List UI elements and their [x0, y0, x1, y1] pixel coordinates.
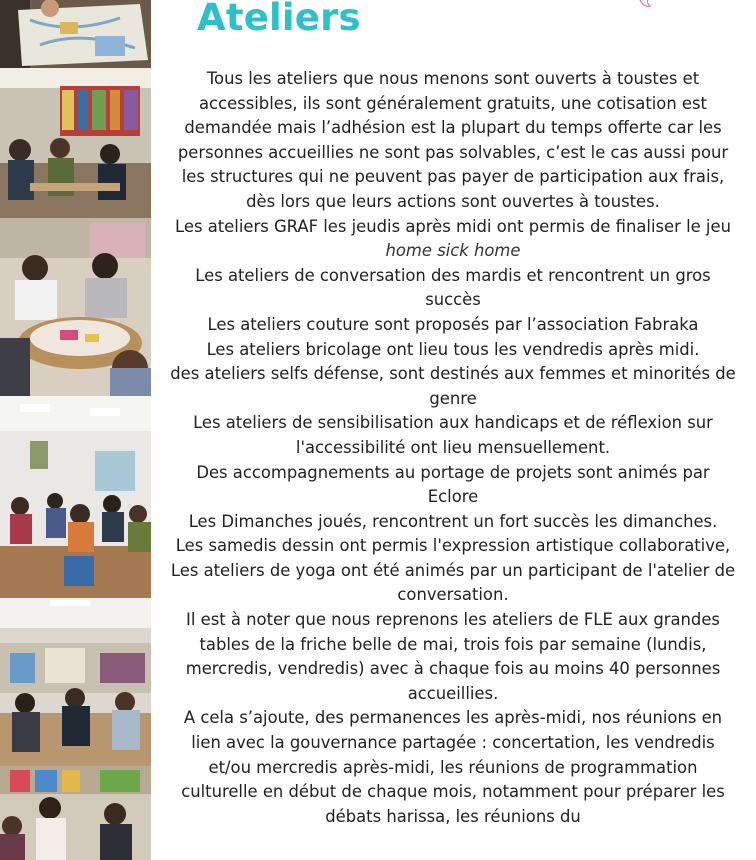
page-title: Ateliers — [197, 0, 361, 39]
paragraph-dessin: Les samedis dessin ont permis l'expression artistique collaborative, — [175, 536, 731, 556]
photo-strip — [0, 0, 151, 860]
workshops-text — [169, 67, 737, 829]
photo-conversation-circle — [0, 396, 151, 598]
photo-board-game — [0, 218, 151, 396]
paragraph-conversation: Les ateliers de conversation des mardis et rencontrent un gros succès — [195, 265, 711, 310]
photo-drawing-session — [0, 766, 151, 860]
paragraph-couture: Les ateliers couture sont proposés par l’association Fabraka — [207, 314, 699, 334]
photo-library-meeting — [0, 68, 151, 218]
paragraph-eclore: Des accompagnements au portage de projets sont animés par Eclore — [196, 462, 710, 507]
paragraph-yoga: Les ateliers de yoga ont été animés par un participant de l'atelier de conversation. — [170, 560, 736, 605]
paragraph-fle: Il est à noter que nous reprenons les ateliers de FLE aux grandes tables de la friche belle de mai, trois fois par semaine (lundis, mercredis, vendredis) avec à chaque fois au moins 40 personnes accueillies. — [185, 610, 721, 703]
paragraph-graf — [169, 215, 737, 264]
paragraph-dimanches: Les Dimanches joués, rencontrent un fort succès les dimanches. — [188, 511, 718, 531]
paragraph-handicap: Les ateliers de sensibilisation aux handicaps et de réflexion sur l'accessibilité ont lieu mensuellement. — [193, 413, 713, 457]
decorative-heart-icon — [636, 0, 656, 10]
paragraph-intro: Tous les ateliers que nous menons sont ouverts à toustes et accessibles, ils sont généralement gratuits, une cotisation est demandée mais l’adhésion est la plupart du temps offerte car les personnes accueillies ne sont pas solvables, c’est le cas aussi pour les structures qui ne peuvent pas payer de participation aux frais, dès lors que leurs actions sont ouvertes à toustes. — [177, 69, 729, 211]
graf-text: Les ateliers GRAF les jeudis après midi ont permis de finaliser le jeu — [175, 216, 731, 236]
paragraph-self-defense: des ateliers selfs défense, sont destinés aux femmes et minorités de genre — [170, 364, 736, 408]
photo-map-workshop — [0, 0, 151, 68]
paragraph-bricolage: Les ateliers bricolage ont lieu tous les vendredis après midi. — [206, 339, 700, 359]
paragraph-permanences: A cela s’ajoute, des permanences les après-midi, nos réunions en lien avec la gouvernance partagée : concertation, les vendredis et/ou mercredis après-midi, les réunions de programmation culturelle en début de chaque mois, notamment pour préparer les débats harissa, les réunions du — [181, 708, 725, 826]
photo-class-room — [0, 598, 151, 766]
game-title: home sick home — [385, 241, 521, 261]
